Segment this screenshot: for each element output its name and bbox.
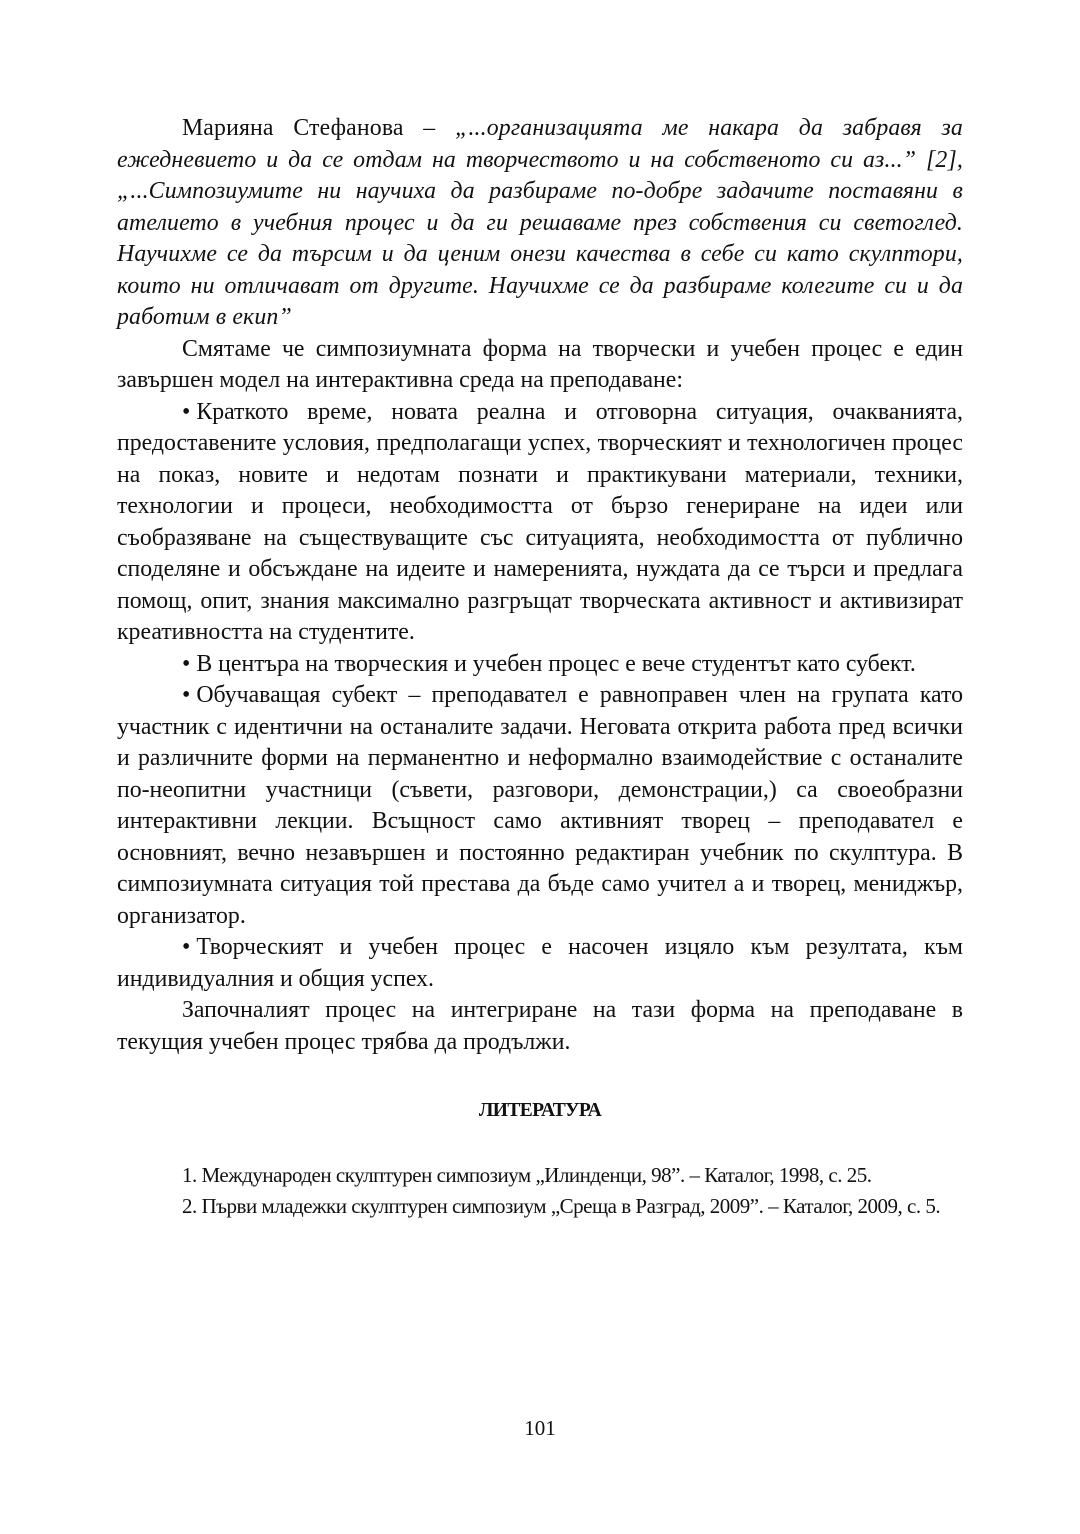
- conclusion-paragraph: Започналият процес на интегриране на тази форма на преподаване в текущия учебен процес трябва да продължи.: [117, 997, 963, 1055]
- bullet-icon: •: [182, 934, 191, 960]
- bullet-text: Краткото време, новата реална и отговорна ситуация, очакванията, предоставените условия, предполагащи успех, творческият и технологичен процес на показ, новите и недотам познати и практикувани материали, техники, технологии и процеси, необходимостта от бързо генериране на идеи или съобразяване на съществуващите със ситуацията, необходимостта от публично споделяне и обсъждане на идеите и намеренията, нуждата да се търси и предлага помощ, опит, знания максимално разгръщат творческата активност и активизират креативността на студентите.: [117, 398, 963, 645]
- body-text: [117, 113, 963, 1058]
- references-heading: ЛИТЕРАТУРА: [478, 1100, 602, 1121]
- quote-author: Марияна Стефанова –: [182, 115, 456, 141]
- page-number: 101: [524, 1416, 556, 1440]
- bullet-icon: •: [182, 682, 191, 708]
- bullet-text: Творческият и учебен процес е насочен изцяло към резултата, към индивидуалния и общия успех.: [117, 934, 963, 992]
- bullet-text: В центъра на творческия и учебен процес е вече студентът като субект.: [196, 650, 916, 677]
- bullet-paragraph: [117, 397, 963, 649]
- document-page: [117, 113, 963, 1222]
- quote-text: „...организацията ме накара да забравя за ежедневието и да се отдам на творчеството и на собственото си аз...” [2], „...Симпозиумите ни научиха да разбираме по-добре задачите поставяни в ателието в учебния процес и да ги решаваме през собствения си светоглед. Научихме се да търсим и да ценим онези качества в себе си като скулптори, които ни отличават от другите. Научихме се да разбираме колегите си и да работим в екип”: [117, 115, 963, 330]
- bullet-text: Обучаващая субект – преподавател е равноправен член на групата като участник с идентични на останалите задачи. Неговата открита работа пред всички и различните форми на перманентно и неформално взаимодействие с останалите по-неопитни участници (съвети, разговори, демонстрации,) са своеобразни интерактивни лекции. Всъщност само активният творец – преподавател е основният, вечно незавършен и постоянно редактиран учебник по скулптура. В симпозиумната ситуация той престава да бъде само учител а и творец, мениджър, организатор.: [117, 682, 963, 929]
- bullet-icon: •: [182, 398, 191, 425]
- bullet-icon: •: [182, 650, 191, 677]
- reference-item: 2. Първи младежки скулптурен симпозиум „Среща в Разград, 2009”. – Каталог, 2009, с. 5.: [182, 1194, 941, 1218]
- reference-item: 1. Международен скулптурен симпозиум „Илинденци, 98”. – Каталог, 1998, с. 25.: [182, 1163, 872, 1187]
- intro-paragraph: Смятаме че симпозиумната форма на творчески и учебен процес е един завършен модел на интерактивна среда на преподаване:: [117, 335, 963, 393]
- bullet-paragraph: [117, 932, 963, 995]
- bullet-paragraph: [117, 649, 963, 681]
- bullet-paragraph: [117, 680, 963, 932]
- quote-paragraph: [117, 113, 963, 334]
- references-list: [117, 1160, 963, 1222]
